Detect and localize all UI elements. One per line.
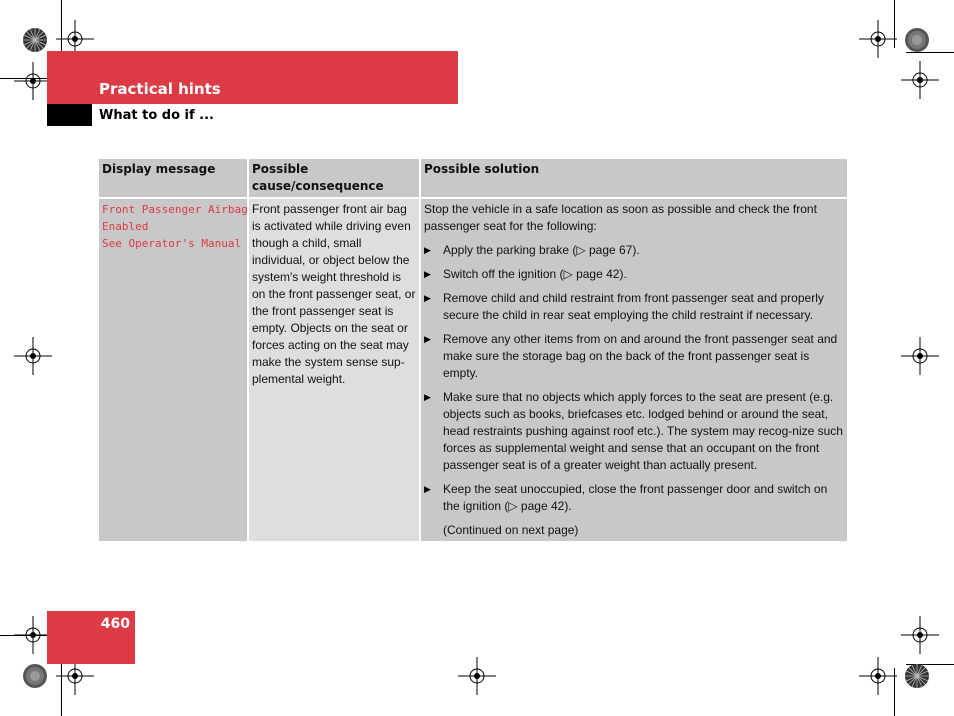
display-message-line: See Operator's Manual xyxy=(102,237,242,250)
cause-cell xyxy=(249,199,419,541)
display-message-cell xyxy=(99,199,247,541)
continued-note: (Continued on next page) xyxy=(443,523,579,537)
crosshair-registration-icon xyxy=(458,657,496,695)
solution-step-text: Keep the seat unoccupied, close the front passenger door and switch on the ignition (▷ page 42). xyxy=(443,482,828,513)
table-row xyxy=(99,199,847,541)
crosshair-registration-icon xyxy=(859,657,897,695)
crosshair-registration-icon xyxy=(859,20,897,58)
crosshair-registration-icon xyxy=(14,337,52,375)
column-header-display-message: Display message xyxy=(99,159,247,197)
solution-step-text: Make sure that no objects which apply forces to the seat are present (e.g. objects such as books, briefcases etc. lodged behind or around the seat, head restraints pushing against roof etc.). The system may recog-nize such forces as supplemental weight and sense that an occupant on the front passenger seat is of a greater weight than actually present. xyxy=(443,390,843,472)
display-message-line: Enabled xyxy=(102,220,149,233)
starburst-registration-icon xyxy=(22,663,48,689)
crosshair-registration-icon xyxy=(901,616,939,654)
page-number: 460 xyxy=(100,616,130,632)
section-title: Practical hints xyxy=(99,80,221,98)
list-item xyxy=(424,242,844,259)
cause-text: Front passenger front air bag is activated while driving even though a child, small individual, or object below the system's weight threshold is on the front passenger seat, or the front passenger seat is empty. Objects on the seat or forces acting on the seat may make the system sense sup-plemental weight. xyxy=(252,202,416,386)
solution-step-text: Remove child and child restraint from front passenger seat and properly secure the child in rear seat employing the child restraint if necessary. xyxy=(443,291,824,322)
triangle-right-icon: ▶ xyxy=(424,269,431,279)
list-item xyxy=(424,389,844,474)
display-message-table xyxy=(99,159,847,541)
list-item xyxy=(424,266,844,283)
column-header-solution: Possible solution xyxy=(421,159,847,197)
subsection-title: What to do if ... xyxy=(99,108,214,123)
subsection-tab-marker xyxy=(47,104,92,126)
solution-step-text: Apply the parking brake (▷ page 67). xyxy=(443,243,640,257)
starburst-registration-icon xyxy=(22,27,48,53)
solution-step-text: Switch off the ignition (▷ page 42). xyxy=(443,267,627,281)
solution-intro: Stop the vehicle in a safe location as soon as possible and check the front passenger seat for the following: xyxy=(424,202,817,233)
crosshair-registration-icon xyxy=(901,61,939,99)
solution-step-text: Remove any other items from on and around the front passenger seat and make sure the storage bag on the back of the front passenger seat is empty. xyxy=(443,332,838,380)
triangle-right-icon: ▶ xyxy=(424,484,431,494)
triangle-right-icon: ▶ xyxy=(424,245,431,255)
list-item xyxy=(424,331,844,382)
list-item xyxy=(424,481,844,515)
starburst-registration-icon xyxy=(904,663,930,689)
starburst-registration-icon xyxy=(904,27,930,53)
crosshair-registration-icon xyxy=(901,337,939,375)
solution-cell xyxy=(421,199,847,541)
list-item xyxy=(424,290,844,324)
triangle-right-icon: ▶ xyxy=(424,334,431,344)
triangle-right-icon: ▶ xyxy=(424,293,431,303)
column-header-cause: Possible cause/consequence xyxy=(249,159,419,197)
page-number-box xyxy=(47,611,135,664)
display-message-line: Front Passenger Airbag xyxy=(102,203,248,216)
triangle-right-icon: ▶ xyxy=(424,392,431,402)
section-header-band xyxy=(47,51,458,104)
table-header-row xyxy=(99,159,847,197)
